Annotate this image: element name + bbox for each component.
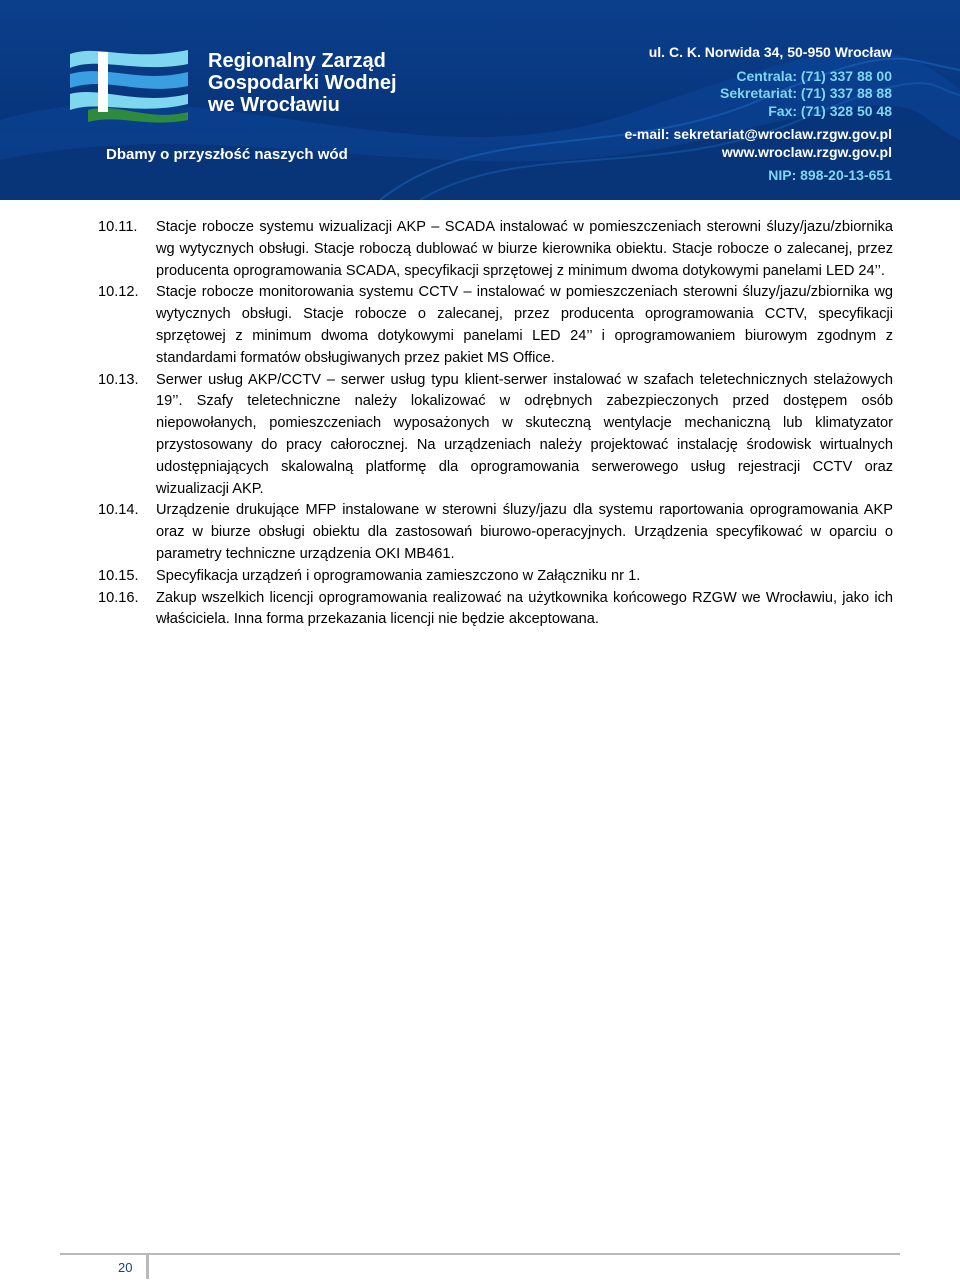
item-number: 10.16. <box>98 589 139 606</box>
list-item <box>98 370 893 501</box>
org-name-line1: Regionalny Zarząd <box>208 50 386 72</box>
footer-divider <box>60 1253 900 1255</box>
list-item <box>98 588 893 632</box>
item-number: 10.15. <box>98 567 139 584</box>
org-name-line3: we Wrocławiu <box>208 94 340 116</box>
item-text: Urządzenie drukujące MFP instalowane w sterowni śluzy/jazu dla systemu raportowania oprogramowania AKP oraz w biurze obsługi obiektu dla zastosowań biurowo-operacyjnych. Urządzenia specyfikować w oparciu o parametry techniczne urządzenia OKI MB461. <box>156 502 893 562</box>
item-number: 10.13. <box>98 371 139 388</box>
page-number: 20 <box>118 1260 133 1275</box>
org-name-line2: Gospodarki Wodnej <box>208 72 397 94</box>
item-text: Stacje robocze systemu wizualizacji AKP – SCADA instalować w pomieszczeniach sterowni śluzy/jazu/zbiornika wg wytycznych obsługi. Stacje roboczą dublować w biurze kierownika obiektu. Stacje robocze o zalecanej, przez producenta oprogramowania SCADA, specyfikacji sprzętowej z minimum dwoma dotykowymi panelami LED 24’’. <box>156 219 893 279</box>
item-number: 10.14. <box>98 502 139 519</box>
phone-secretariat: Sekretariat: (71) 337 88 88 <box>720 85 892 101</box>
contact-block <box>624 44 892 185</box>
nip-number: NIP: 898-20-13-651 <box>768 167 892 183</box>
list-item <box>98 217 893 282</box>
item-text: Zakup wszelkich licencji oprogramowania realizować na użytkownika końcowego RZGW we Wrocławiu, jako ich właściciela. Inna forma przekazania licencji nie będzie akceptowana. <box>156 589 893 628</box>
item-text: Specyfikacja urządzeń i oprogramowania zamieszczono w Załączniku nr 1. <box>156 567 641 584</box>
letterhead <box>0 0 960 200</box>
footer-marker <box>146 1255 149 1279</box>
website: www.wroclaw.rzgw.gov.pl <box>721 143 892 160</box>
item-number: 10.11. <box>98 219 138 235</box>
address: ul. C. K. Norwida 34, 50-950 Wrocław <box>648 44 892 60</box>
item-text: Serwer usług AKP/CCTV – serwer usług typu klient-serwer instalować w szafach teletechnicznych stelażowych 19’’. Szafy teletechniczne należy lokalizować w odrębnych zabezpieczonych przed dostępem osób niepowołanych, pomieszczeniach wyposażonych w skuteczną wentylacje mechaniczną lub klimatyzator przystosowany do pracy całorocznej. Na urządzeniach należy projektować instalację środowisk wirtualnych udostępniających skalowalną platformę dla oprogramowania serwerowego usług rejestracji CCTV oraz wizualizacji AKP. <box>156 371 893 497</box>
item-text: Stacje robocze monitorowania systemu CCTV – instalować w pomieszczeniach sterowni śluzy/jazu/zbiornika wg wytycznych obsługi. Stacje robocze o zalecanej, przez producenta oprogramowania CCTV, specyfikacji sprzętowej z minimum dwoma dotykowymi panelami LED 24’’ i oprogramowaniem biurowym zgodnym z standardami formatów obsługiwanych przez pakiet MS Office. <box>156 284 893 366</box>
fax-number: Fax: (71) 328 50 48 <box>768 102 892 119</box>
slogan: Dbamy o przyszłość naszych wód <box>106 146 348 163</box>
rzgw-logo-icon <box>68 44 192 124</box>
email-address: e-mail: sekretariat@wroclaw.rzgw.gov.pl <box>624 126 892 142</box>
list-item <box>98 566 893 588</box>
list-item <box>98 282 893 369</box>
document-body <box>98 217 893 631</box>
list-item <box>98 500 893 565</box>
organization-name <box>208 50 397 116</box>
phone-central: Centrala: (71) 337 88 00 <box>736 67 892 84</box>
item-number: 10.12. <box>98 284 139 301</box>
